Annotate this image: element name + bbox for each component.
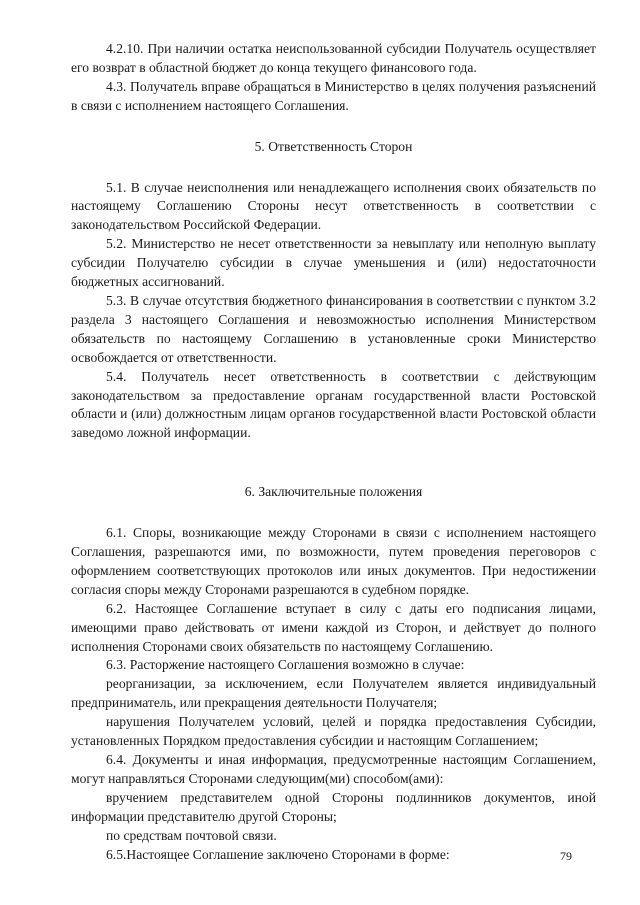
paragraph-6-3-item-2: нарушения Получателем условий, целей и порядка предоставления Субсидии, установленных Порядком предоставления субсидии и настоящим Соглашением; <box>71 714 596 749</box>
paragraph-6-1: 6.1. Споры, возникающие между Сторонами в связи с исполнением настоящего Соглашения, разрешаются ими, по возможности, путем проведения переговоров с оформлением соответствующих протоколов или иных документов. При недостижении согласия споры между Сторонами разрешаются в судебном порядке. <box>71 525 596 597</box>
paragraph-6-4: 6.4. Документы и иная информация, предусмотренные настоящим Соглашением, могут направляться Сторонами следующим(ми) способом(ами): <box>71 752 596 786</box>
paragraph-6-5: 6.5.Настоящее Соглашение заключено Сторонами в форме: <box>106 846 450 862</box>
section-heading-5: 5. Ответственность Сторон <box>254 138 413 154</box>
paragraph-4-2-10: 4.2.10. При наличии остатка неиспользованной субсидии Получатель осуществляет его возврат в областной бюджет до конца текущего финансового года. <box>71 41 596 75</box>
document-page <box>71 40 596 864</box>
paragraph-5-3: 5.3. В случае отсутствия бюджетного финансирования в соответствии с пунктом 3.2 раздела 3 настоящего Соглашения и невозможностью исполнения Министерством обязательств по настоящему Соглашению в установленные сроки Министерство освобождается от ответственности. <box>71 292 596 365</box>
paragraph-6-4-item-1: вручением представителем одной Стороны подлинников документов, иной информации представителю другой Стороны; <box>71 789 596 824</box>
paragraph-5-4: 5.4. Получатель несет ответственность в соответствии с действующим законодательством за предоставление органам государственной власти Ростовской области и (или) должностным лицам органов государственной власти Ростовской области заведомо ложной информации. <box>71 368 596 441</box>
paragraph-6-3: 6.3. Расторжение настоящего Соглашения возможно в случае: <box>106 657 465 673</box>
section-heading-6: 6. Заключительные положения <box>244 484 423 500</box>
paragraph-5-1: 5.1. В случае неисполнения или ненадлежащего исполнения своих обязательств по настоящему Соглашению Стороны несут ответственность в соответствии с законодательством Российской Федерации. <box>71 179 596 233</box>
page-number: 79 <box>560 849 572 863</box>
paragraph-6-2: 6.2. Настоящее Соглашение вступает в силу с даты его подписания лицами, имеющими право действовать от имени каждой из Сторон, и действует до полного исполнения Сторонами своих обязательств по настоящему Соглашению. <box>71 600 596 654</box>
paragraph-6-4-item-2: по средствам почтовой связи. <box>106 827 277 843</box>
paragraph-4-3: 4.3. Получатель вправе обращаться в Министерство в целях получения разъяснений в связи с исполнением настоящего Соглашения. <box>71 78 596 113</box>
paragraph-5-2: 5.2. Министерство не несет ответственности за невыплату или неполную выплату субсидии Получателю субсидии в случае уменьшения и (или) недостаточности бюджетных ассигнований. <box>71 236 596 290</box>
paragraph-6-3-item-1: реорганизации, за исключением, если Получателем является индивидуальный предприниматель, или прекращения деятельности Получателя; <box>71 676 596 711</box>
